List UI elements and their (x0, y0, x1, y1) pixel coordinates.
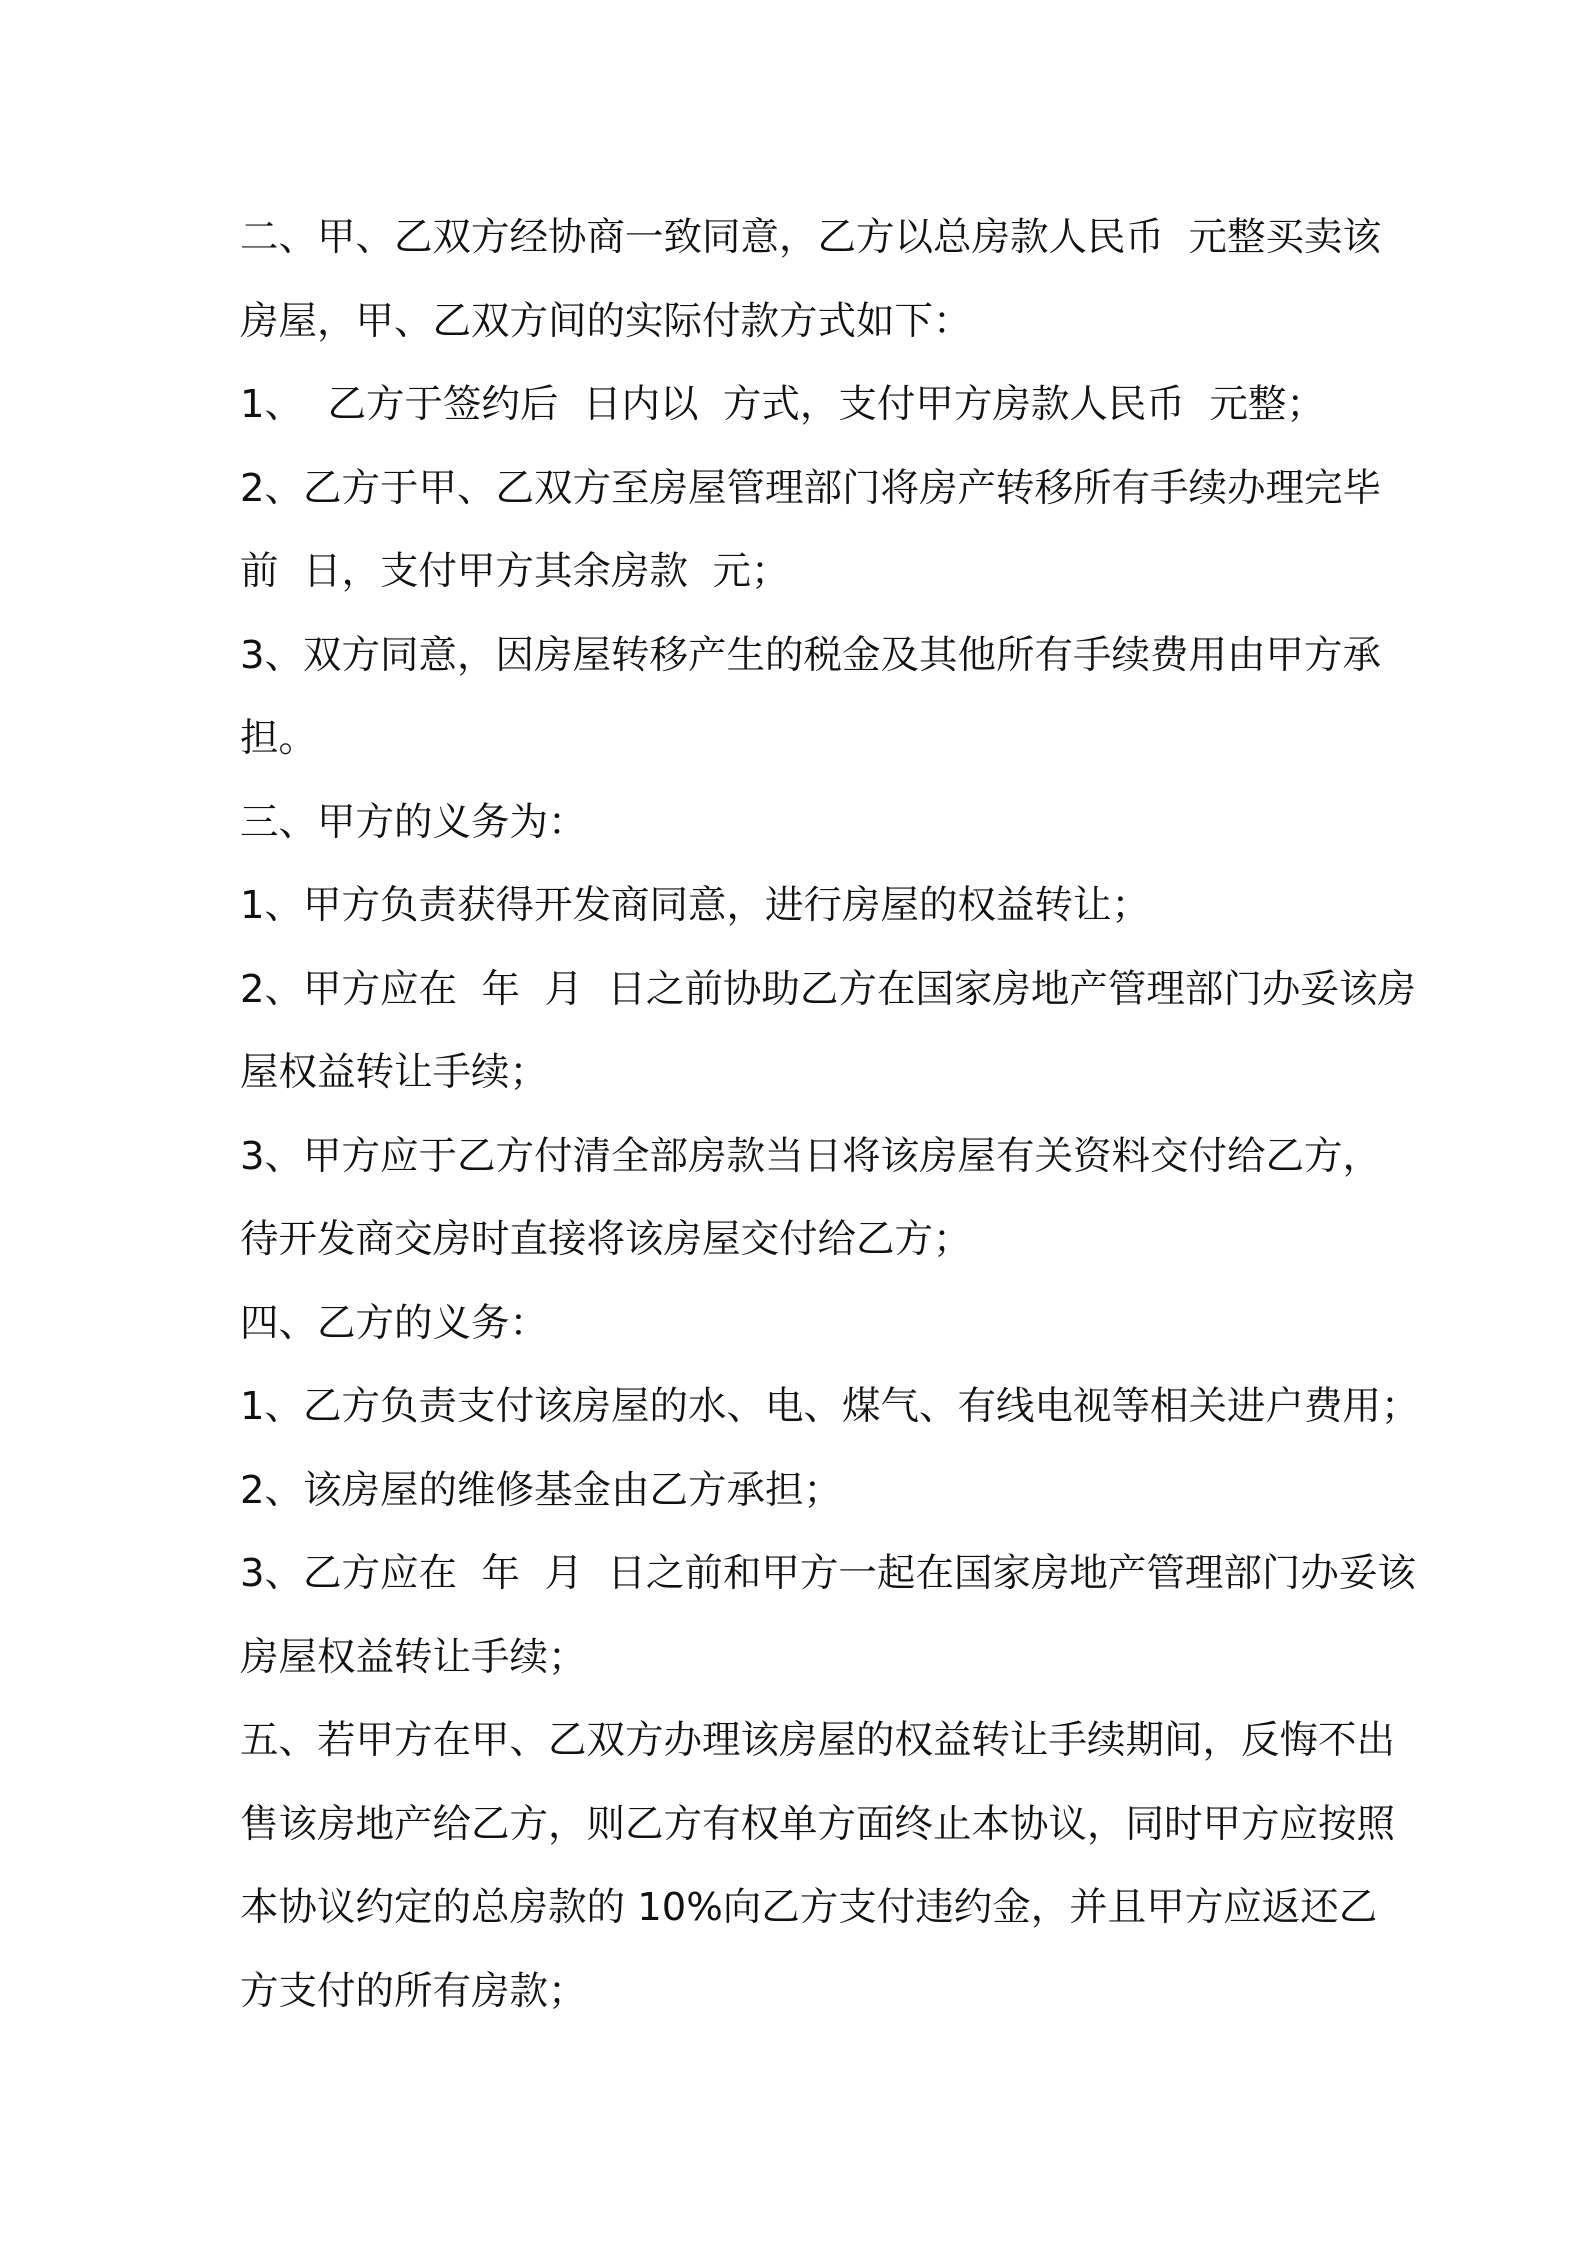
text-line: 3、双方同意，因房屋转移产生的税金及其他所有手续费用由甲方承 (240, 632, 1381, 678)
text-line: 3、乙方应在 年 月 日之前和甲方一起在国家房地产管理部门办妥该 (240, 1551, 1416, 1596)
document-body (240, 196, 1420, 2033)
text-line: 方支付的所有房款； (240, 1968, 587, 2014)
text-line: 3、甲方应于乙方付清全部房款当日将该房屋有关资料交付给乙方， (240, 1133, 1381, 1179)
text-line: 担。 (240, 716, 318, 761)
text-line: 2、该房屋的维修基金由乙方承担； (240, 1467, 842, 1513)
section-heading: 四、乙方的义务： (240, 1300, 549, 1346)
text-line: 房屋，甲、乙双方间的实际付款方式如下： (240, 298, 972, 344)
text-line: 1、 乙方于签约后 日内以 方式，支付甲方房款人民币 元整； (240, 382, 1325, 427)
text-line: 本协议约定的总房款的 10%向乙方支付违约金，并且甲方应返还乙 (240, 1885, 1378, 1930)
text-line: 待开发商交房时直接将该房屋交付给乙方； (240, 1217, 972, 1262)
text-line: 二、甲、乙双方经协商一致同意，乙方以总房款人民币 元整买卖该 (240, 215, 1381, 260)
text-line: 2、甲方应在 年 月 日之前协助乙方在国家房地产管理部门办妥该房 (240, 966, 1416, 1012)
text-line: 五、若甲方在甲、乙双方办理该房屋的权益转让手续期间，反悔不出 (240, 1718, 1396, 1763)
text-line: 前 日，支付甲方其余房款 元； (240, 549, 790, 594)
section-heading: 三、甲方的义务为： (240, 799, 587, 845)
text-line: 1、甲方负责获得开发商同意，进行房屋的权益转让； (240, 883, 1150, 928)
text-line: 房屋权益转让手续； (240, 1634, 587, 1680)
text-line: 1、乙方负责支付该房屋的水、电、煤气、有线电视等相关进户费用； (240, 1384, 1420, 1429)
text-line: 2、乙方于甲、乙双方至房屋管理部门将房产转移所有手续办理完毕 (240, 465, 1381, 511)
text-line: 屋权益转让手续； (240, 1050, 549, 1095)
text-line: 售该房地产给乙方，则乙方有权单方面终止本协议，同时甲方应按照 (240, 1801, 1396, 1847)
